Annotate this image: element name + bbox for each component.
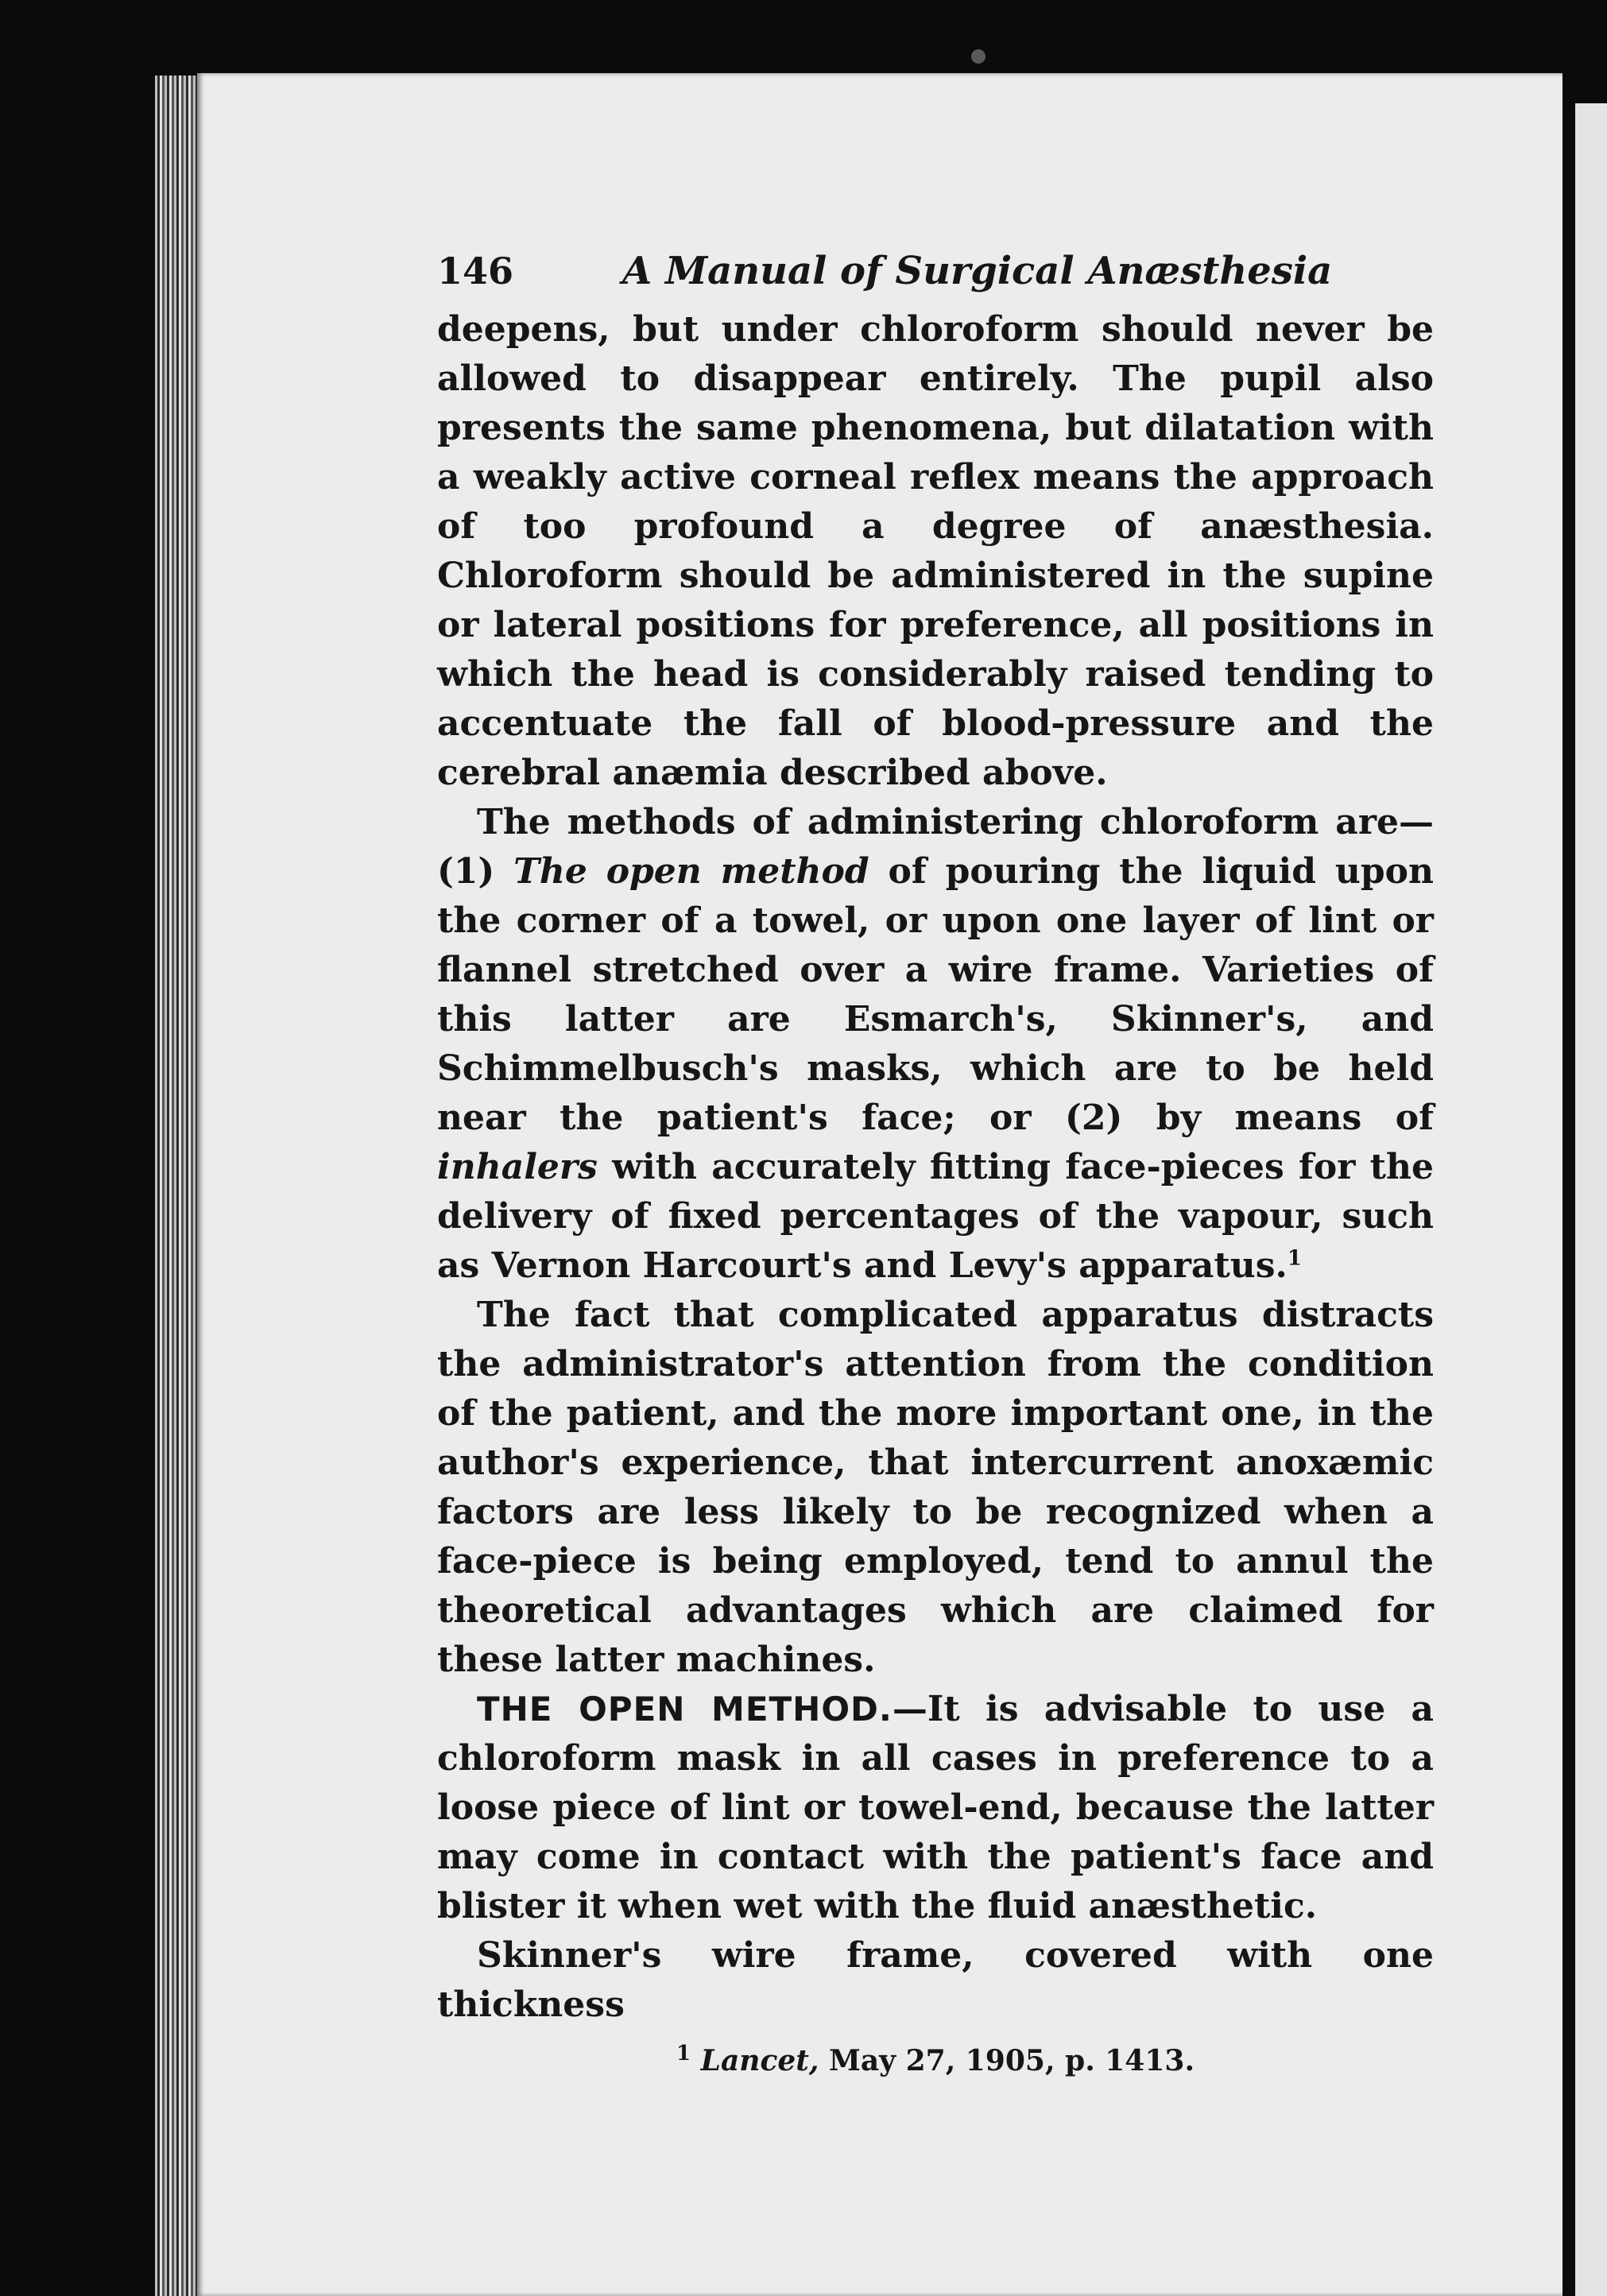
page-header xyxy=(437,246,1434,302)
paragraph-1: deepens, but under chloroform should never be allowed to disappear entirely. The pupil also presents the same phenomena, but dilatation with a weakly active corneal reflex means the approach of too profound a degree of anæsthesia. Chloroform should be administered in the supine or lateral positions for preference, all positions in which the head is considerably raised tending to accentuate the fall of blood-pressure and the cerebral anæmia described above. xyxy=(437,309,1434,793)
paragraph-3: The fact that complicated apparatus distracts the administrator's attention from the condition of the patient, and the more important one, in the author's experience, that intercurrent anoxæmic factors are less likely to be recognized when a face-piece is being employed, tend to annul the theoretical advantages which are claimed for these latter machines. xyxy=(437,1295,1434,1680)
facing-page-edge xyxy=(1575,103,1607,2296)
open-method-term: The open method xyxy=(513,851,869,892)
paragraph-5: Skinner's wire frame, covered with one thickness xyxy=(437,1935,1434,2025)
paragraph-4 xyxy=(437,1685,1434,1931)
section-heading: THE OPEN METHOD. xyxy=(477,1690,893,1729)
paragraph-2 xyxy=(437,798,1434,1291)
scan-speck xyxy=(971,49,985,64)
footnote-number: 1 xyxy=(676,2042,691,2066)
running-title: A Manual of Surgical Anæsthesia xyxy=(622,249,1333,293)
footnote-marker: 1 xyxy=(1287,1246,1302,1271)
page-text xyxy=(437,246,1434,2081)
paragraph-2-text-c: of pouring the liquid upon the corner of a towel, or upon one layer of lint or flannel stretched over a wire frame. Varieties of this latter are Esmarch's, Skinner's, and Schimmelbusch's masks, which are to be held near the patient's face; or (2) by means of xyxy=(437,851,1434,1138)
paragraph-4-text: —It is advisable to use a chloroform mask in all cases in preference to a loose piece of lint or towel-end, because the latter may come in contact with the patient's face and blister it when wet with the fluid anæsthetic. xyxy=(437,1689,1434,1926)
book-spine xyxy=(155,76,203,2296)
footnote xyxy=(437,2041,1434,2081)
footnote-source: Lancet, xyxy=(700,2044,819,2077)
page-number: 146 xyxy=(437,250,514,292)
footnote-citation: May 27, 1905, p. 1413. xyxy=(819,2044,1195,2077)
paragraph-2-text-e: with accurately fitting face-pieces for the delivery of fixed percentages of the vapour, such as Vernon Harcourt's and Levy's apparatus. xyxy=(437,1147,1434,1286)
paragraph-2-text-a: The methods of administering chloroform are— (1) xyxy=(437,802,1434,892)
inhalers-term: inhalers xyxy=(437,1147,598,1187)
